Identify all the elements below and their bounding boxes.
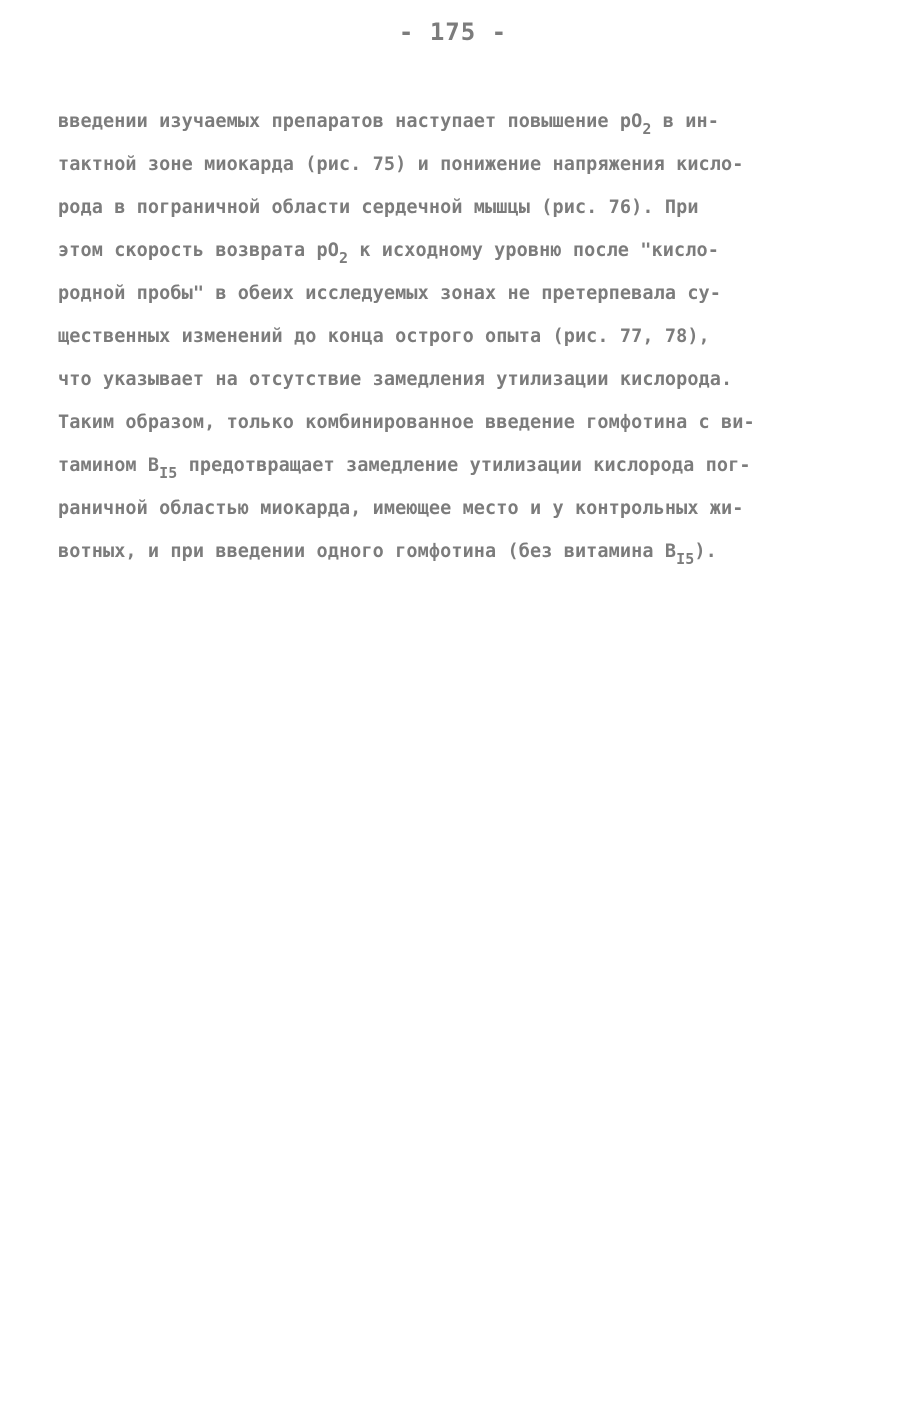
text-line (58, 491, 858, 534)
text-line (58, 276, 858, 319)
text-run: введении изучаемых препаратов наступает повышение pO (58, 111, 643, 132)
text-run: предотвращает замедление утилизации кислорода пог- (177, 455, 751, 476)
text-line (58, 319, 858, 362)
subscript: 2 (642, 120, 652, 138)
text-run: родной пробы" в обеих исследуемых зонах не претерпевала су- (58, 283, 722, 304)
text-line (58, 190, 858, 233)
text-line (58, 362, 858, 405)
text-run: Таким образом, только комбинированное введение гомфотина с ви- (58, 412, 755, 433)
text-run: что указывает на отсутствие замедления утилизации кислорода. (58, 369, 733, 390)
body-paragraph (58, 104, 858, 577)
text-line (58, 104, 858, 147)
text-run: этом скорость возврата pO (58, 240, 339, 261)
text-run: вотных, и при введении одного гомфотина (без витамина B (58, 541, 677, 562)
text-run: щественных изменений до конца острого опыта (рис. 77, 78), (58, 326, 710, 347)
text-run: тактной зоне миокарда (рис. 75) и понижение напряжения кисло- (58, 154, 744, 175)
text-run: к исходному уровню после "кисло- (348, 240, 719, 261)
subscript: I5 (159, 464, 178, 482)
page-number: - 175 - (398, 18, 508, 46)
text-run: тамином B (58, 455, 160, 476)
text-run: в ин- (651, 111, 719, 132)
text-line (58, 534, 858, 577)
text-line (58, 147, 858, 190)
text-line (58, 233, 858, 276)
text-run: ). (694, 541, 717, 562)
text-run: раничной областью миокарда, имеющее место и у контрольных жи- (58, 498, 744, 519)
text-run: рода в пограничной области сердечной мышцы (рис. 76). При (58, 197, 699, 218)
text-line (58, 448, 858, 491)
subscript: I5 (676, 550, 695, 568)
text-line (58, 405, 858, 448)
subscript: 2 (338, 249, 349, 267)
